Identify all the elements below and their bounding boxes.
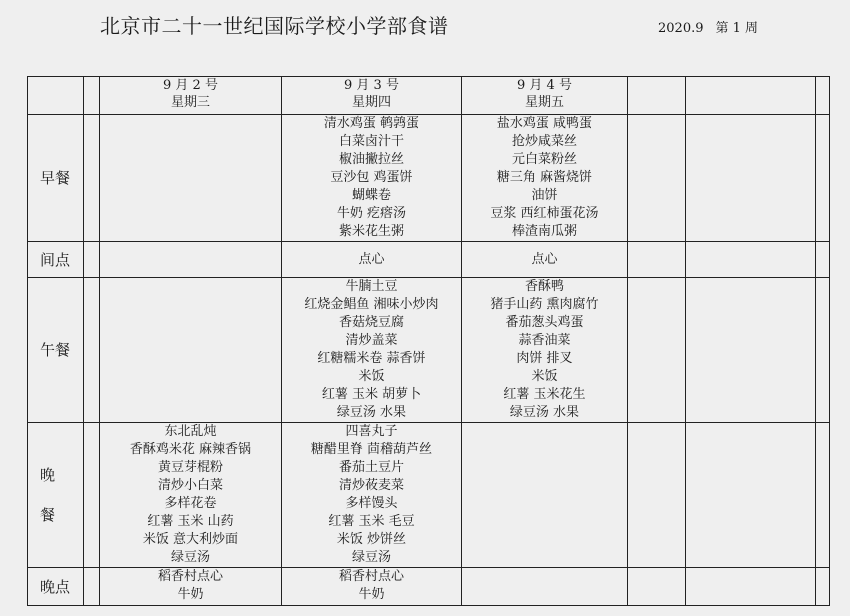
day-header xyxy=(462,77,628,115)
meal-label-snack: 间点 xyxy=(28,242,84,278)
dish-item: 猪手山药 熏肉腐竹 xyxy=(490,297,599,312)
empty-cell xyxy=(686,115,816,242)
menu-cell xyxy=(282,278,462,423)
dish-item: 牛奶 xyxy=(177,587,204,602)
dish-item: 油饼 xyxy=(531,188,558,203)
dish-item: 牛奶 疙瘩汤 xyxy=(336,206,407,221)
empty-cell xyxy=(628,115,686,242)
spacer-cell xyxy=(84,242,100,278)
breakfast-row xyxy=(28,115,830,242)
dish-item: 棒渣南瓜粥 xyxy=(511,224,577,239)
dish-item: 蒜香油菜 xyxy=(518,333,571,348)
empty-cell xyxy=(628,77,686,115)
dish-item: 紫米花生粥 xyxy=(338,224,404,239)
page-title: 北京市二十一世纪国际学校小学部食谱 xyxy=(100,14,449,38)
empty-cell xyxy=(686,423,816,568)
dish-item: 豆沙包 鸡蛋饼 xyxy=(330,170,413,185)
day-weekday: 星期四 xyxy=(351,95,391,110)
dish-item: 绿豆汤 水果 xyxy=(336,405,407,420)
day-date: 9 月 4 号 xyxy=(517,78,572,93)
menu-cell xyxy=(100,115,282,242)
day-header xyxy=(282,77,462,115)
menu-date: 2020.9 xyxy=(658,21,704,36)
dish-item: 香酥鸭 xyxy=(524,279,564,294)
dish-item: 红薯 玉米 山药 xyxy=(147,514,234,529)
dish-item: 糖醋里脊 茴稽葫芦丝 xyxy=(310,442,433,457)
dish-item: 白菜卤汁干 xyxy=(338,134,404,149)
menu-cell xyxy=(462,242,628,278)
dish-item: 盐水鸡蛋 咸鸭蛋 xyxy=(496,116,593,131)
dish-item: 红薯 玉米 毛豆 xyxy=(328,514,415,529)
menu-cell xyxy=(100,423,282,568)
menu-cell xyxy=(100,278,282,423)
dish-item: 抢炒咸菜丝 xyxy=(511,134,577,149)
empty-cell xyxy=(816,115,830,242)
dish-item: 香菇烧豆腐 xyxy=(338,315,404,330)
empty-cell xyxy=(628,278,686,423)
dish-item: 清炒盖菜 xyxy=(345,333,398,348)
spacer-cell xyxy=(84,115,100,242)
menu-cell xyxy=(462,278,628,423)
dish-item: 蝴蝶卷 xyxy=(351,188,391,203)
dish-item: 米饭 意大利炒面 xyxy=(142,532,239,547)
menu-cell xyxy=(100,568,282,606)
menu-cell xyxy=(282,242,462,278)
menu-cell xyxy=(282,423,462,568)
spacer-cell xyxy=(84,278,100,423)
menu-table xyxy=(27,76,830,606)
day-date: 9 月 3 号 xyxy=(344,78,399,93)
dish-item: 番茄葱头鸡蛋 xyxy=(505,315,584,330)
dish-item: 多样花卷 xyxy=(164,496,217,511)
dish-item: 牛腩土豆 xyxy=(345,279,398,294)
dish-item: 红糖糯米卷 蒜香饼 xyxy=(317,351,426,366)
dish-item: 米饭 炒饼丝 xyxy=(336,532,407,547)
dish-item: 糖三角 麻酱烧饼 xyxy=(496,170,593,185)
day-date: 9 月 2 号 xyxy=(163,78,218,93)
dish-item: 清水鸡蛋 鹌鹑蛋 xyxy=(323,116,420,131)
corner-cell xyxy=(28,77,84,115)
dish-item: 番茄土豆片 xyxy=(338,460,404,475)
empty-cell xyxy=(816,77,830,115)
late-snack-row xyxy=(28,568,830,606)
empty-cell xyxy=(628,423,686,568)
dish-item: 多样馒头 xyxy=(345,496,398,511)
week-info xyxy=(658,17,770,36)
menu-cell xyxy=(462,115,628,242)
empty-cell xyxy=(686,77,816,115)
dish-item: 绿豆汤 水果 xyxy=(509,405,580,420)
snack-row xyxy=(28,242,830,278)
dish-item: 黄豆芽棍粉 xyxy=(157,460,223,475)
meal-label-breakfast: 早餐 xyxy=(28,115,84,242)
menu-cell xyxy=(100,242,282,278)
dish-item: 点心 xyxy=(531,251,558,267)
dish-item: 四喜丸子 xyxy=(345,424,398,439)
dish-item: 绿豆汤 xyxy=(170,550,210,565)
dish-item: 红薯 玉米 胡萝卜 xyxy=(321,387,422,402)
header-row xyxy=(28,77,830,115)
dish-item: 稻香村点心 xyxy=(157,569,223,584)
spacer-cell xyxy=(84,568,100,606)
dish-item: 点心 xyxy=(358,251,385,267)
week-number: 第 1 周 xyxy=(715,21,759,36)
empty-cell xyxy=(686,242,816,278)
day-header xyxy=(100,77,282,115)
dish-item: 香酥鸡米花 麻辣香锅 xyxy=(129,442,252,457)
dish-item: 东北乱炖 xyxy=(164,424,217,439)
dish-item: 红薯 玉米花生 xyxy=(503,387,586,402)
dish-item: 红烧金鲳鱼 湘味小炒肉 xyxy=(304,297,439,312)
menu-cell xyxy=(462,568,628,606)
dish-item: 椒油撇拉丝 xyxy=(338,152,404,167)
dish-item: 牛奶 xyxy=(358,587,385,602)
dish-item: 元白菜粉丝 xyxy=(511,152,577,167)
menu-cell xyxy=(282,115,462,242)
empty-cell xyxy=(686,568,816,606)
meal-label-dinner xyxy=(28,423,84,568)
dish-item: 绿豆汤 xyxy=(351,550,391,565)
meal-label-late-snack: 晚点 xyxy=(28,568,84,606)
dish-item: 米饭 xyxy=(358,369,385,384)
dish-item: 米饭 xyxy=(531,369,558,384)
empty-cell xyxy=(816,423,830,568)
menu-cell xyxy=(462,423,628,568)
lunch-row xyxy=(28,278,830,423)
dish-item: 稻香村点心 xyxy=(338,569,404,584)
menu-cell xyxy=(282,568,462,606)
dish-item: 清炒小白菜 xyxy=(157,478,223,493)
empty-cell xyxy=(628,568,686,606)
meal-label-lunch: 午餐 xyxy=(28,278,84,423)
dish-item: 肉饼 排叉 xyxy=(516,351,573,366)
empty-cell xyxy=(816,242,830,278)
dinner-label-bottom: 餐 xyxy=(40,506,56,524)
spacer-cell xyxy=(84,77,100,115)
day-weekday: 星期五 xyxy=(524,95,564,110)
dish-item: 豆浆 西红柿蛋花汤 xyxy=(490,206,599,221)
day-weekday: 星期三 xyxy=(170,95,210,110)
empty-cell xyxy=(628,242,686,278)
spacer-cell xyxy=(84,423,100,568)
dish-item: 清炒莜麦菜 xyxy=(338,478,404,493)
empty-cell xyxy=(686,278,816,423)
dinner-row xyxy=(28,423,830,568)
empty-cell xyxy=(816,568,830,606)
dinner-label-top: 晚 xyxy=(40,466,56,484)
empty-cell xyxy=(816,278,830,423)
